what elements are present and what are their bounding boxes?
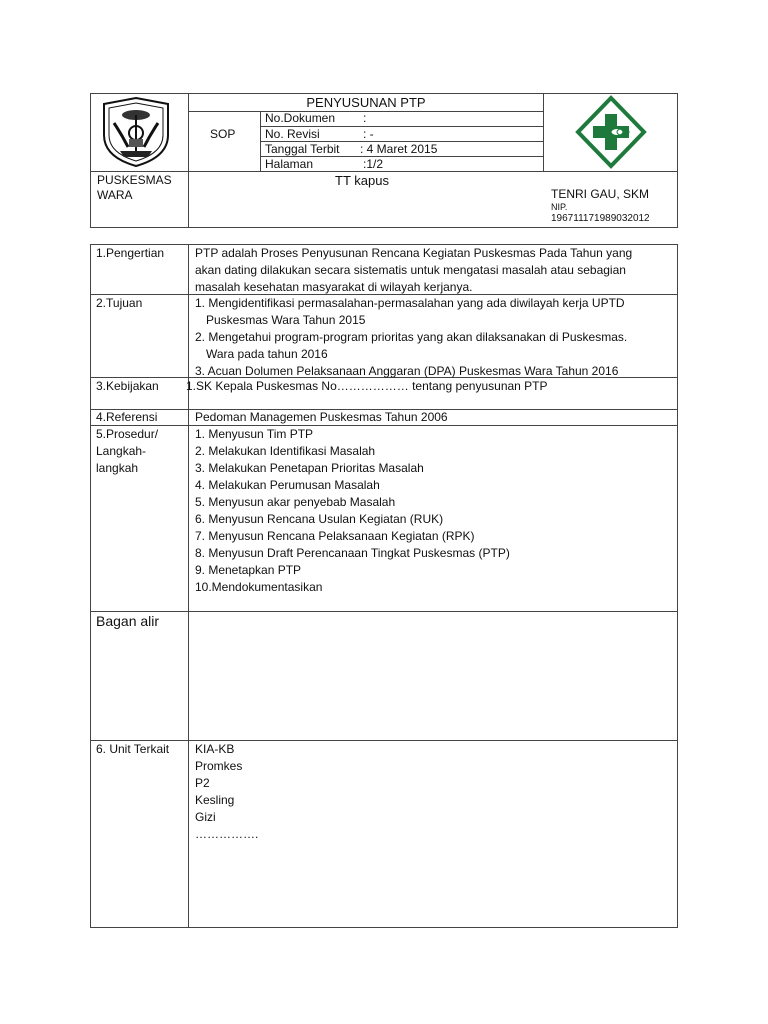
pengertian-line: PTP adalah Proses Penyusunan Rencana Kegiatan Puskesmas Pada Tahun yang xyxy=(195,246,633,260)
prosedur-step: 4. Melakukan Perumusan Masalah xyxy=(195,478,380,492)
unit-item: Kesling xyxy=(195,793,235,807)
unit-item: Promkes xyxy=(195,759,243,773)
pengertian-line: akan dating dilakukan secara sistematis untuk mengatasi masalah atau sebagian xyxy=(195,263,626,277)
org-name-line-1: PUSKESMAS xyxy=(97,173,172,187)
puskesmas-cross-logo-icon xyxy=(574,94,648,170)
prosedur-step: 6. Menyusun Rencana Usulan Kegiatan (RUK) xyxy=(195,512,444,526)
tujuan-list xyxy=(195,295,627,380)
unit-item: KIA-KB xyxy=(195,742,235,756)
prosedur-step: 3. Melakukan Penetapan Prioritas Masalah xyxy=(195,461,424,475)
org-name-line-2: WARA xyxy=(97,188,133,202)
prosedur-step: 7. Menyusun Rencana Pelaksanaan Kegiatan (RPK) xyxy=(195,529,475,543)
pengertian-line: masalah kesehatan masyarakat di wilayah kerjanya. xyxy=(195,280,473,294)
unit-item: Gizi xyxy=(195,810,216,824)
signature-label: TT kapus xyxy=(335,173,389,188)
prosedur-label xyxy=(96,426,158,477)
field-label-halaman: Halaman xyxy=(265,157,314,171)
unit-terkait-list xyxy=(195,741,258,843)
prosedur-label-line: Langkah- xyxy=(96,444,147,458)
prosedur-step: 2. Melakukan Identifikasi Masalah xyxy=(195,444,376,458)
document-title: PENYUSUNAN PTP xyxy=(306,95,426,110)
prosedur-step: 8. Menyusun Draft Perencanaan Tingkat Puskesmas (PTP) xyxy=(195,546,510,560)
pengertian-text xyxy=(195,245,632,296)
bagan-alir-label: Bagan alir xyxy=(96,613,160,629)
field-label-no-revisi: No. Revisi xyxy=(265,127,320,141)
field-label-tanggal-terbit: Tanggal Terbit xyxy=(265,142,340,156)
prosedur-step: 9. Menetapkan PTP xyxy=(195,563,302,577)
prosedur-step: 5. Menyusun akar penyebab Masalah xyxy=(195,495,396,509)
field-value-no-dokumen: : xyxy=(363,111,367,125)
tujuan-line: 2. Mengetahui program-program prioritas yang akan dilaksanakan di Puskesmas. xyxy=(195,330,628,344)
tujuan-line: 3. Acuan Dolumen Pelaksanaan Anggaran (DPA) Puskesmas Wara Tahun 2016 xyxy=(195,364,619,378)
unit-item: P2 xyxy=(195,776,210,790)
referensi-label: 4.Referensi xyxy=(96,410,158,424)
prosedur-step: 10.Mendokumentasikan xyxy=(195,580,323,594)
unit-item: ……………. xyxy=(195,827,259,841)
unit-terkait-label: 6. Unit Terkait xyxy=(96,742,170,756)
field-value-tanggal-terbit: : 4 Maret 2015 xyxy=(360,142,438,156)
prosedur-steps xyxy=(195,426,510,596)
regional-emblem-icon xyxy=(98,95,174,169)
tujuan-line: Wara pada tahun 2016 xyxy=(206,347,328,361)
field-label-no-dokumen: No.Dokumen xyxy=(265,111,336,125)
tujuan-label: 2.Tujuan xyxy=(96,296,143,310)
head-name: TENRI GAU, SKM xyxy=(551,187,650,201)
nip-label: NIP. xyxy=(551,202,568,212)
tujuan-line: Puskesmas Wara Tahun 2015 xyxy=(206,313,366,327)
kebijakan-text: 1.SK Kepala Puskesmas No……………… tentang penyusunan PTP xyxy=(186,379,548,393)
prosedur-label-line: 5.Prosedur/ xyxy=(96,427,159,441)
prosedur-step: 1. Menyusun Tim PTP xyxy=(195,427,314,441)
sop-label: SOP xyxy=(210,127,236,141)
kebijakan-label: 3.Kebijakan xyxy=(96,379,159,393)
nip-number: 196711171989032012 xyxy=(551,213,650,224)
field-value-no-revisi: : - xyxy=(363,127,374,141)
referensi-text: Pedoman Managemen Puskesmas Tahun 2006 xyxy=(195,410,448,424)
field-value-halaman: :1/2 xyxy=(363,157,384,171)
prosedur-label-line: langkah xyxy=(96,461,139,475)
tujuan-line: 1. Mengidentifikasi permasalahan-permasalahan yang ada diwilayah kerja UPTD xyxy=(195,296,625,310)
pengertian-label: 1.Pengertian xyxy=(96,246,165,260)
